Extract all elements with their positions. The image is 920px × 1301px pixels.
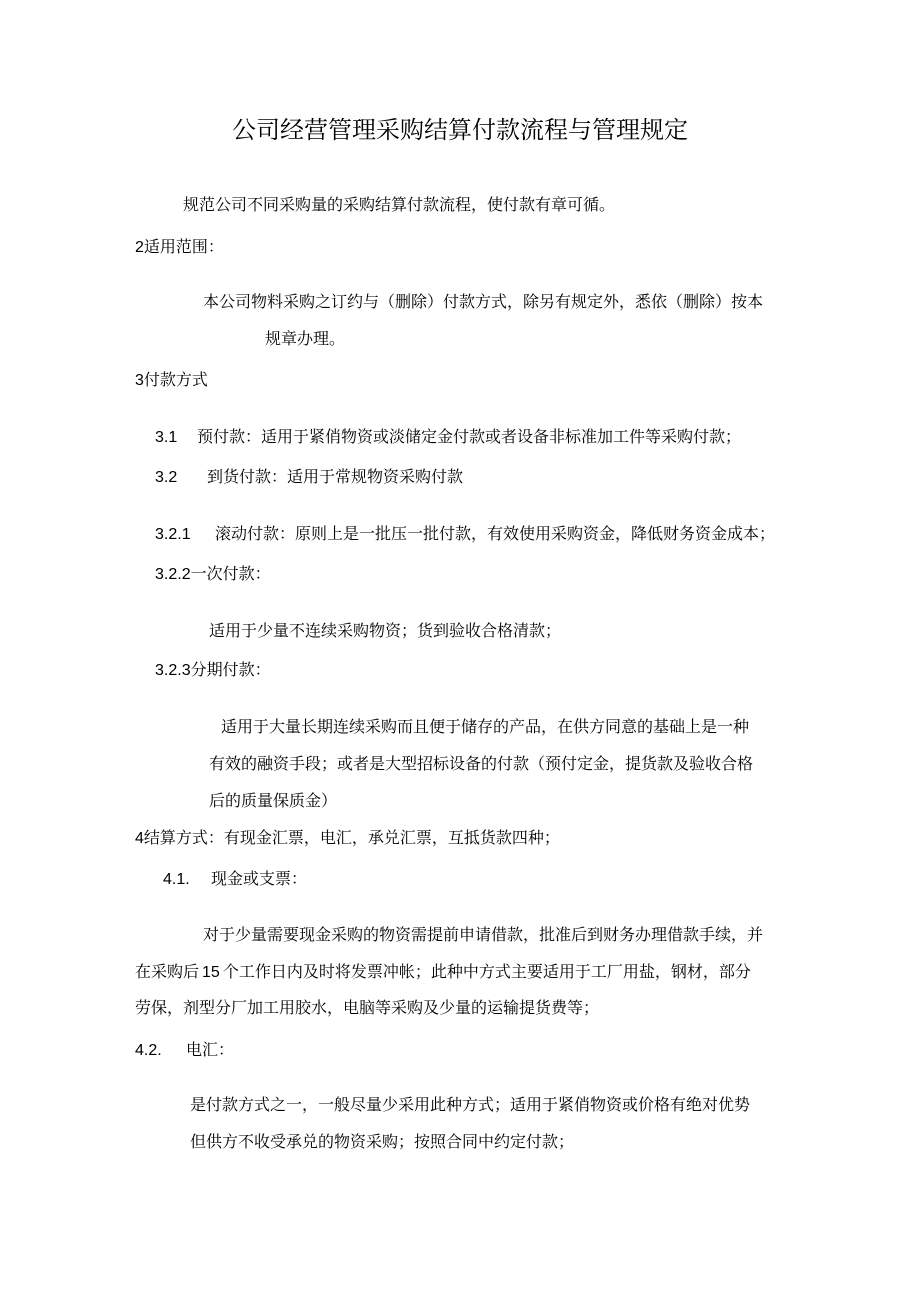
section-3-1 (155, 427, 741, 448)
section-3-1-text: 预付款：适用于紧俏物资或淡储定金付款或者设备非标准加工件等采购付款； (197, 427, 742, 446)
section-4-1-body-line-2-b: 个工作日内及时将发票冲帐；此种中方式主要适用于工厂用盐，钢材，部分 (222, 962, 751, 981)
section-3-2-3-heading (155, 660, 271, 681)
section-3-2-text: 到货付款：适用于常规物资采购付款 (207, 467, 464, 486)
section-4-2-body-line-2: 但供方不收受承兑的物资采购；按照合同中约定付款； (190, 1132, 575, 1151)
section-4-1-title: 现金或支票： (211, 869, 308, 888)
section-4-2-title: 电汇： (186, 1040, 235, 1059)
section-4-1-body-line-1: 对于少量需要现金采购的物资需提前申请借款，批准后到财务办理借款手续，并 (203, 925, 764, 944)
section-4-1-body-line-2-a: 在采购后 (135, 962, 200, 981)
section-2-title: 适用范围： (143, 237, 224, 256)
section-3-2-3-body-line-1: 适用于大量长期连续采购而且便于储存的产品，在供方同意的基础上是一种 (221, 717, 750, 736)
section-3-2-3-title: 分期付款： (190, 660, 271, 679)
section-3-2-3-number: 3.2.3 (155, 662, 191, 679)
section-3-2 (155, 467, 463, 488)
purpose-text: 规范公司不同采购量的采购结算付款流程，使付款有章可循。 (183, 195, 616, 214)
section-3-2-1-text: 滚动付款：原则上是一批压一批付款，有效使用采购资金，降低财务资金成本； (215, 524, 776, 543)
section-3-1-number: 3.1 (155, 429, 178, 446)
section-3-2-number: 3.2 (155, 469, 178, 486)
section-4-1-number: 4.1. (163, 871, 190, 888)
section-3-2-1-number: 3.2.1 (155, 526, 191, 543)
section-2-heading (135, 237, 224, 258)
section-4-1-body-line-3: 劳保，剂型分厂加工用胶水，电脑等采购及少量的运输提货费等； (135, 998, 600, 1017)
section-4-2-number: 4.2. (135, 1042, 162, 1059)
section-4-1-body-line-2 (135, 962, 751, 983)
section-4-title: 结算方式：有现金汇票，电汇，承兑汇票，互抵货款四种； (143, 828, 560, 847)
section-3-heading (135, 370, 208, 391)
section-3-2-3-body-line-3: 后的质量保质金） (209, 791, 338, 810)
section-3-2-2-number: 3.2.2 (155, 566, 191, 583)
section-4-number: 4 (135, 830, 144, 847)
section-4-1-heading (163, 869, 307, 890)
section-3-number: 3 (135, 372, 144, 389)
section-2-number: 2 (135, 239, 144, 256)
section-3-2-3-body-line-2: 有效的融资手段；或者是大型招标设备的付款（预付定金，提货款及验收合格 (209, 754, 754, 773)
section-3-2-2-heading (155, 564, 271, 585)
section-4-2-heading (135, 1040, 234, 1061)
section-3-2-1 (155, 524, 775, 545)
section-2-body-line-2: 规章办理。 (265, 329, 346, 348)
section-3-2-2-body: 适用于少量不连续采购物资；货到验收合格清款； (209, 621, 562, 640)
section-2-body-line-1: 本公司物料采购之订约与（删除）付款方式，除另有规定外，悉依（删除）按本 (203, 292, 764, 311)
document-title: 公司经营管理采购结算付款流程与管理规定 (232, 116, 688, 144)
section-4-1-days-number: 15 (202, 964, 220, 981)
section-3-title: 付款方式 (143, 370, 208, 389)
section-4-heading (135, 828, 560, 849)
section-4-2-body-line-1: 是付款方式之一，一般尽量少采用此种方式；适用于紧俏物资或价格有绝对优势 (190, 1095, 751, 1114)
section-3-2-2-title: 一次付款： (190, 564, 271, 583)
